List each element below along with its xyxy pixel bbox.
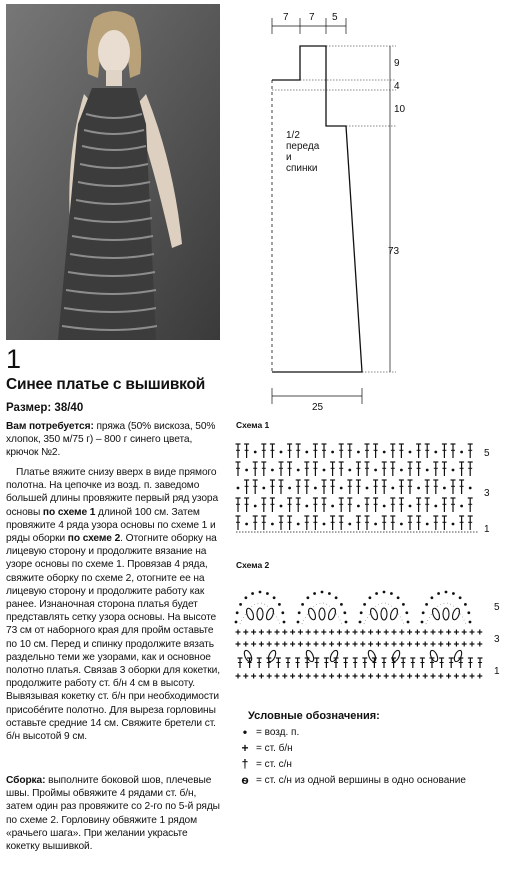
dim-side-2: 4 (394, 81, 400, 92)
chart2-stitches (235, 591, 483, 679)
cluster-icon: ѳ (241, 773, 249, 787)
assembly-label: Сборка: (6, 775, 46, 786)
pattern-number: 1 (6, 344, 22, 374)
instructions-part3: . Отогните оборку на лицевую сторону и продолжите вязание на узоре основы по схеме 1. Провязав 4 ряда, свяжите оборку по схеме 2, отогните ее на лицевую сторону и продолжите работу как ранее. Изнаночная сторона платья будет представлять сетку узора основы. На высоте 73 см от наборного края для пройм оставьте по 10 см. Перед и спинку продолжите вязать раздельно теми же узорами, как и основное полотно платья. Связав 3 оборки для кокетки, продолжите работу ст. б/н 4 см в высоту. Вывязывая кокетку ст. б/н при необходимости присобérите полотно. Для выреза горловины оставьте средние 14 см. Свяжите бретели ст. б/н высотой 9 см. (6, 533, 220, 743)
assembly-paragraph (6, 774, 224, 853)
assembly-text: выполните боковой шов, плечевые швы. Проймы обвяжите 4 рядами ст. б/н, затем один раз провяжите со 2-го по 5-й ряды по схеме 2. Горловину обвяжите 1 рядом «рачьего шага». При желании украсьте кокетку вышивкой. (6, 775, 220, 853)
pattern-title: Синее платье с вышивкой (6, 376, 206, 393)
instructions-bold2: по схеме 2 (67, 533, 121, 545)
legend-text-dc: = ст. с/н (256, 759, 292, 770)
instructions-paragraph (6, 466, 224, 743)
plus-icon: + (241, 741, 249, 755)
dim-top-2: 7 (309, 12, 315, 23)
chart2-row-1: 1 (494, 666, 500, 677)
instructions-part1: Платье вяжите снизу вверх в виде прямого полотна. На цепочке из возд. п. заведомо большей длины провяжите первый ряд узора основы (6, 467, 219, 518)
dress-schematic (250, 4, 410, 414)
chart1-row-3: 3 (484, 488, 490, 499)
materials-paragraph (6, 420, 224, 460)
legend-text-sc: = ст. б/н (256, 743, 293, 754)
chart2-title: Схема 2 (236, 560, 270, 570)
schematic-label-1: 1/2 (286, 130, 300, 141)
crochet-chart-1 (232, 432, 502, 540)
schematic-label-4: спинки (286, 163, 318, 174)
legend-text-chain: = возд. п. (256, 727, 300, 738)
dim-side-4: 73 (388, 246, 400, 257)
legend-item-sc (234, 742, 486, 755)
instructions-bold1: по схеме 1 (42, 506, 96, 518)
chart1-grid (232, 432, 502, 540)
chart2-ruffle (232, 572, 502, 684)
materials-text: пряжа (50% вискоза, 50% хлопок, 350 м/75 г) – 800 г синего цвета, крючок №2. (6, 421, 216, 459)
legend-item-cluster (234, 774, 486, 787)
chart2-row-3: 3 (494, 634, 500, 645)
schematic-drawing (250, 4, 410, 414)
model-figure-image (6, 4, 220, 340)
chart2-row-5: 5 (494, 602, 500, 613)
crochet-chart-2 (232, 572, 502, 684)
dim-bottom: 25 (312, 402, 324, 413)
dot-icon: • (242, 725, 248, 739)
chart1-title: Схема 1 (236, 420, 270, 430)
chart1-stitches (236, 444, 479, 532)
dagger-icon: † (241, 757, 249, 771)
dim-side-3: 10 (394, 104, 406, 115)
legend-item-dc (234, 758, 486, 771)
legend-title: Условные обозначения: (248, 710, 380, 722)
schematic-label-2: переда (286, 141, 320, 152)
chart1-row-1: 1 (484, 524, 490, 535)
chart1-row-5: 5 (484, 448, 490, 459)
legend-text-cluster: = ст. с/н из одной вершины в одно основание (256, 775, 466, 786)
legend-item-chain (234, 726, 486, 739)
size-line: Размер: 38/40 (6, 402, 84, 414)
instructions-part2: длиной 100 см. Затем провяжите 4 ряда узора основы по схеме 1 и ряды оборки (6, 506, 216, 545)
dim-top-1: 7 (283, 12, 289, 23)
dim-top-3: 5 (332, 12, 338, 23)
model-photo (6, 4, 220, 340)
schematic-label-3: и (286, 152, 292, 163)
materials-label: Вам потребуется: (6, 421, 94, 432)
dim-side-1: 9 (394, 58, 400, 69)
